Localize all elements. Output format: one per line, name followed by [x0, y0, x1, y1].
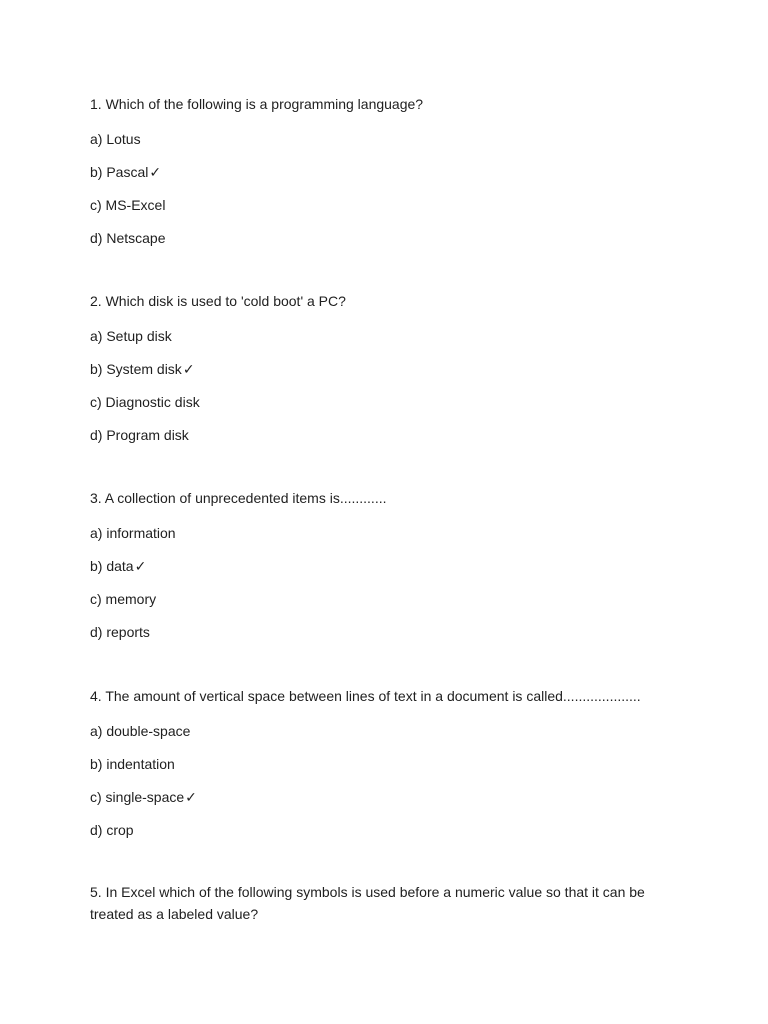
options-list	[90, 722, 690, 839]
question-2	[90, 290, 690, 444]
option-item	[90, 327, 690, 345]
option-label: c) MS-Excel	[90, 197, 166, 213]
option-label: a) Setup disk	[90, 328, 172, 344]
question-text: 5. In Excel which of the following symbols is used before a numeric value so that it can be treated as a labeled value?	[90, 884, 649, 922]
option-label: a) Lotus	[90, 131, 141, 147]
question-text: 3. A collection of unprecedented items is............	[90, 490, 387, 506]
checkmark-icon: ✓	[185, 790, 197, 806]
option-label: c) memory	[90, 591, 157, 607]
option-item	[90, 623, 690, 641]
option-item	[90, 426, 690, 444]
option-label: d) reports	[90, 624, 150, 640]
option-label: b) Pascal	[90, 164, 149, 180]
option-label: b) System disk	[90, 361, 182, 377]
option-label: d) crop	[90, 822, 134, 838]
option-label: b) indentation	[90, 756, 175, 772]
option-item	[90, 788, 690, 806]
option-label: c) single-space	[90, 789, 185, 805]
options-list	[90, 327, 690, 444]
options-list	[90, 130, 690, 247]
question-1	[90, 93, 690, 247]
question-text: 2. Which disk is used to 'cold boot' a PC?	[90, 293, 346, 309]
question-text: 4. The amount of vertical space between lines of text in a document is called....................	[90, 688, 641, 704]
option-item	[90, 360, 690, 378]
question-5	[90, 881, 690, 925]
option-item	[90, 821, 690, 839]
checkmark-icon: ✓	[182, 362, 195, 378]
option-item	[90, 755, 690, 773]
option-label: c) Diagnostic disk	[90, 394, 200, 410]
checkmark-icon: ✓	[134, 559, 147, 575]
option-item	[90, 130, 690, 148]
option-item	[90, 722, 690, 740]
option-item	[90, 524, 690, 542]
option-label: a) double-space	[90, 723, 191, 739]
option-item	[90, 196, 690, 214]
option-item	[90, 229, 690, 247]
question-3	[90, 487, 690, 641]
question-text: 1. Which of the following is a programming language?	[90, 96, 424, 112]
question-4	[90, 685, 690, 839]
option-label: d) Program disk	[90, 427, 189, 443]
checkmark-icon: ✓	[149, 165, 162, 181]
option-label: a) information	[90, 525, 176, 541]
option-item	[90, 163, 690, 181]
option-label: b) data	[90, 558, 134, 574]
options-list	[90, 524, 690, 641]
option-item	[90, 590, 690, 608]
option-item	[90, 393, 690, 411]
option-label: d) Netscape	[90, 230, 166, 246]
option-item	[90, 557, 690, 575]
